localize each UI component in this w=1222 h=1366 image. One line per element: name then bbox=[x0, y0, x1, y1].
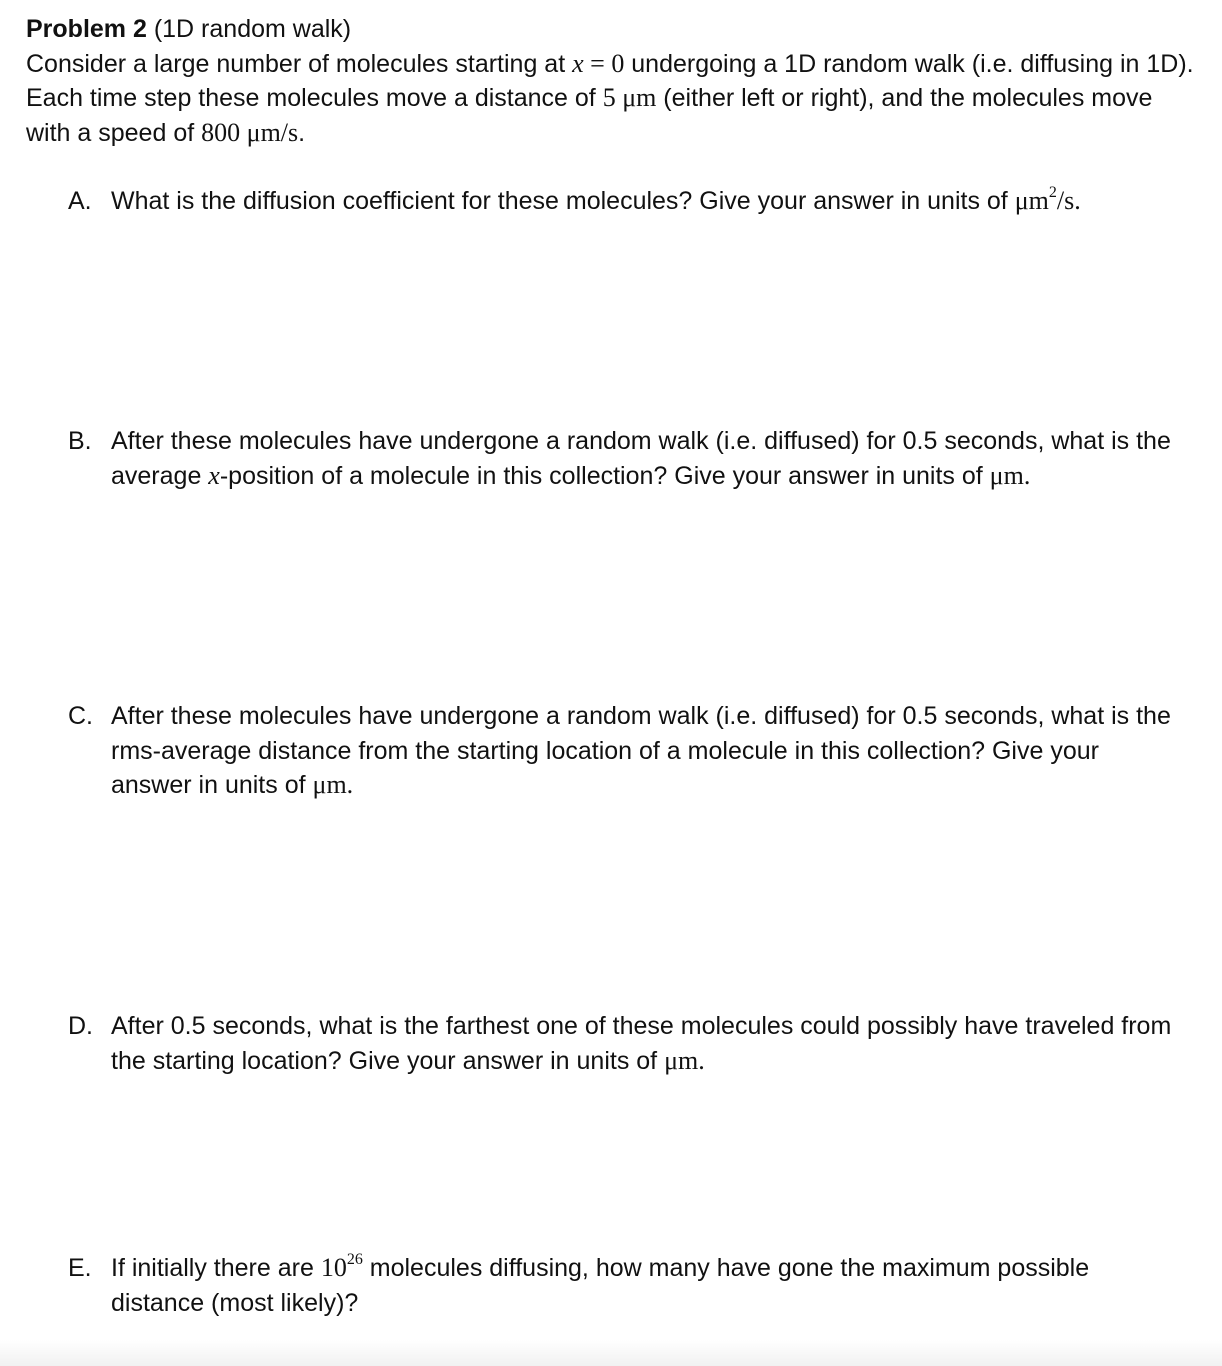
problem-heading: Problem 2 bbox=[26, 15, 147, 43]
unit-base: μm bbox=[1014, 186, 1049, 215]
molecule-speed: 800 μm/s bbox=[201, 117, 299, 147]
problem-subtitle: (1D random walk) bbox=[153, 15, 352, 43]
question-c-text bbox=[111, 699, 1178, 803]
question-b-unit: μm. bbox=[989, 460, 1031, 490]
question-e-body-1: If initially there are bbox=[111, 1254, 321, 1282]
question-e-text bbox=[111, 1251, 1178, 1320]
question-c bbox=[68, 699, 1178, 803]
intro-text-1: Consider a large number of molecules starting at bbox=[26, 49, 573, 78]
question-b bbox=[68, 424, 1178, 493]
question-d-unit: μm. bbox=[664, 1045, 705, 1075]
intro-end: . bbox=[298, 118, 306, 147]
question-a-body: What is the diffusion coefficient for these molecules? Give your answer in units of bbox=[111, 187, 1015, 215]
question-d-body: After 0.5 seconds, what is the farthest one of these molecules could possibly have traveled from the starting location? Give your answer in units of bbox=[111, 1012, 1172, 1075]
question-b-body-2: -position of a molecule in this collection? Give your answer in units of bbox=[219, 461, 990, 490]
question-e bbox=[68, 1251, 1178, 1320]
question-b-variable: x bbox=[208, 460, 220, 490]
problem-intro bbox=[26, 12, 1196, 150]
unit-tail: /s. bbox=[1056, 186, 1081, 215]
question-c-unit: μm. bbox=[312, 770, 354, 799]
question-a-letter: A. bbox=[68, 187, 92, 215]
question-a-unit bbox=[1015, 186, 1081, 215]
question-b-text bbox=[111, 424, 1178, 493]
power-base: 10 bbox=[320, 1253, 347, 1282]
intro-text-3: (either left or right), and the molecules move with a speed of bbox=[26, 84, 1153, 147]
question-d-text bbox=[111, 1009, 1178, 1078]
question-b-body-1: After these molecules have undergone a random walk (i.e. diffused) for 0.5 seconds, what is the average bbox=[111, 427, 1171, 490]
question-a-text bbox=[111, 184, 1178, 219]
unit-exponent: 2 bbox=[1048, 184, 1057, 202]
question-c-body: After these molecules have undergone a random walk (i.e. diffused) for 0.5 seconds, what is the rms-average distance from the starting location of a molecule in this collection? Give your answer in units of bbox=[111, 702, 1171, 799]
question-e-power bbox=[321, 1253, 363, 1282]
question-a bbox=[68, 184, 1178, 219]
question-d-letter: D. bbox=[68, 1012, 93, 1040]
question-d bbox=[68, 1009, 1178, 1078]
question-b-letter: B. bbox=[68, 427, 92, 455]
step-distance: 5 μm bbox=[602, 83, 657, 112]
power-exponent: 26 bbox=[346, 1251, 363, 1269]
question-c-letter: C. bbox=[68, 702, 93, 730]
intro-text-2: undergoing a 1D random walk (i.e. diffusing in 1D). Each time step these molecules move a distance of bbox=[26, 49, 1194, 112]
question-e-body-2: molecules diffusing, how many have gone the maximum possible distance (most likely)? bbox=[111, 1254, 1090, 1317]
equals-zero: = 0 bbox=[583, 48, 625, 78]
page-bottom-edge bbox=[0, 1340, 1222, 1366]
variable-x: x bbox=[572, 48, 584, 78]
question-e-letter: E. bbox=[68, 1254, 92, 1282]
